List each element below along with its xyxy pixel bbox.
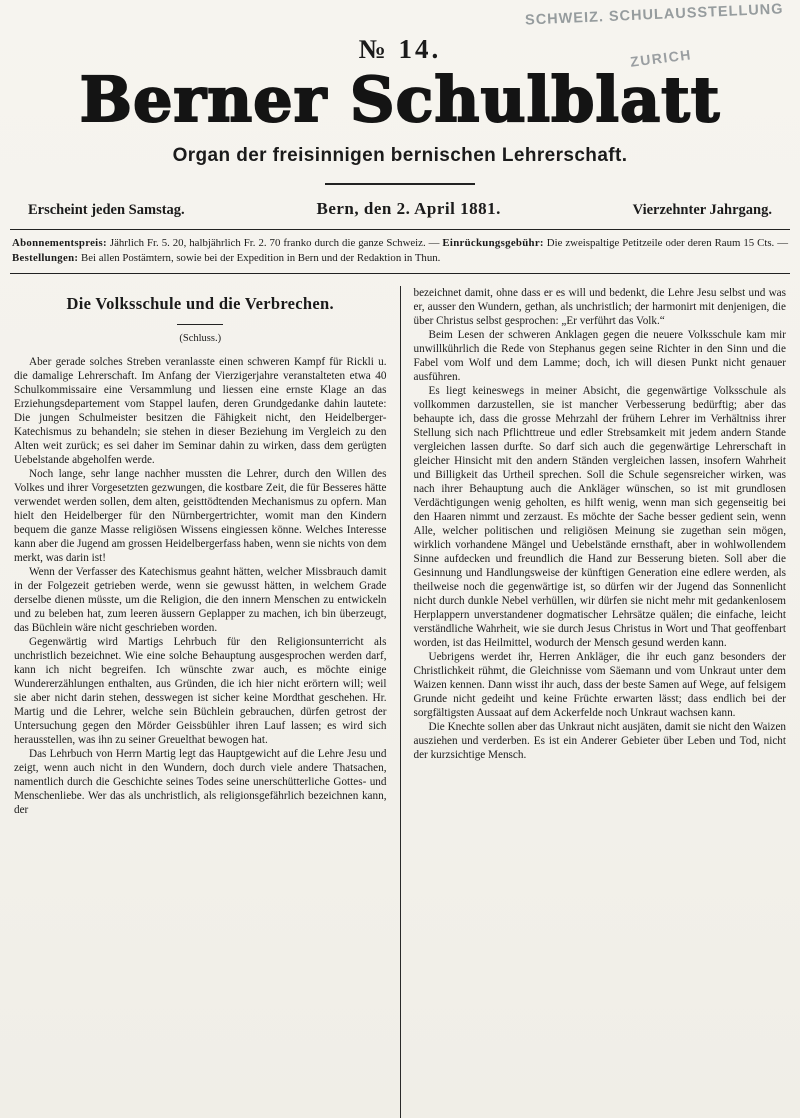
subscription-info [12,236,788,266]
masthead-subtitle: Organ der freisinnigen bernischen Lehrerschaft. [172,145,628,166]
publication-frequency: Erscheint jeden Samstag. [28,202,185,218]
subtitle-rule [325,183,475,185]
dateline [0,191,800,229]
article-paragraph: bezeichnet damit, ohne dass er es will und bedenkt, die Lehre Jesu selbst und was er, ausser den Wundern, gethan, als unchristlich; der harmonirt mit denjenigen, die über Christus selbst gesprochen: „Er verführt das Volk.“ [413,287,786,328]
article-columns [14,286,786,1118]
article-paragraph: Wenn der Verfasser des Katechismus geahnt hätten, welcher Missbrauch damit in der Folgezeit getrieben werde, wenn sie gewusst hätten, in welchem Grade derselbe dienen müsste, um die Religion, die den innern Menschen zu entwickeln und zu beleben hat, zum leeren äussern Geplapper zu machen, ich bin überzeugt, das Büchlein wäre nicht geschrieben worden. [14,565,387,634]
article-heading-rule [177,324,223,325]
volume-label: Vierzehnter Jahrgang. [632,202,772,218]
article-paragraph: Gegenwärtig wird Martigs Lehrbuch für den Religionsunterricht als unchristlich bezeichnet. Wie eine solche Behauptung ausgesprochen werden darf, kann ich nicht begreifen. Ich wünschte zwar auch, es möchte einige Wundererzählungen enthalten, aus Gründen, die ich hier nicht erörtern will; weil sie aber nicht darin stehen, desswegen ist sicher keine Mordthat geschehen. Hr. Martig und die Lehrer, welche sein Büchlein gebrauchen, dürfen getrost der Untersuchung gegen den Mörder Geissbühler ihren Lauf lassen; es wird sich herausstellen, was ihn zu seiner Greuelthat bewogen hat. [14,635,387,746]
article-paragraph: Das Lehrbuch von Herrn Martig legt das Hauptgewicht auf die Lehre Jesu und zeigt, wenn auch nicht in den Wundern, doch durch viele andere Thatsachen, namentlich durch die Geschichte seines Todes seine unerschütterliche Gottes- und Menschenliebe. Wer das als unchristlich, als religionsgefährlich bezeichnen kann, der [14,747,387,816]
publication-date: Bern, den 2. April 1881. [316,199,501,218]
article-paragraph: Es liegt keineswegs in meiner Absicht, die gegenwärtige Volksschule als vollkommen darzustellen, sie ist mancher Verbesserung bedürftig; aber das behaupte ich, dass die grosse Mehrzahl der frühern Lehrer im Verhältniss ihrer Stellung sich nach Pflichttreue und edler Strebsamkeit mit jedem andern Stande vergleichen lassen durfte. So darf sich auch die gegenwärtige Lehrerschaft in gleicher Hinsicht mit den andern Ständen vergleichen lassen, insofern Wahrheit und Billigkeit das Urtheil sprechen. Soll die Schule segensreicher wirken, was nach ihrer Behauptung auch die Ankläger wünschen, so ist mit grundlosen Verdächtigungen wenig geholten, es hilft wenig, wenn man sich gegenseitig bei den Haaren nimmt und zerzaust. Es möchte der Sache besser gedient sein, wenn Alle, welcher politischen und religiösen Meinung sie zugethan sein mögen, wirklich vorhandene Mängel und Uebelstände ernsthaft, aber in wohlwollendem Sinne aufdecken und freundlich die Hand zur Besserung bieten. Soll aber die Gesinnung und Handlungsweise der künftigen Generation eine edlere werden, als theilweise noch die gegenwärtige ist, so dürfen wir der Jugend das Sonnenlicht nicht durch dunkle Nebel verhüllen, wir dürfen sie nicht mehr mit gedankenlosem Herplappern unverstandener dogmatischer Lehrsätze quälen; die einfache, leicht verständliche Wahrheit, wie sie durch Jesus Christus in Wort und That geoffenbart worden, ist das Heilmittel, wodurch der Mensch gesund werden kann. [413,385,786,650]
article-paragraph: Uebrigens werdet ihr, Herren Ankläger, die ihr euch ganz besonders der Christlichkeit rühmt, die Gleichnisse vom Säemann und vom Unkraut unter dem Waizen kennen. Dann wisst ihr auch, dass der beste Samen auf Wege, auf felsigem Grunde nicht gedeiht und keine Früchte erwarten lässt; dass endlich bei der sorgfältigsten Aussaat auf dem Ackerfelde noch Unkraut wachsen kann. [413,651,786,720]
orders-label: Bestellungen: [12,252,79,265]
masthead-title: Berner Schulblatt [79,63,721,136]
article-paragraph: Aber gerade solches Streben veranlasste einen schweren Kampf für Rickli u. die damalige Lehrerschaft. Im Anfang der Vierzigerjahre veranstalteten etwa 40 Schulkommissaire eine Versammlung und liessen eine ernste Klage an das Erziehungsdepartement vom Stappel laufen, deren Grundgedanke dahin lautete: Die jungen Schulmeister besitzen die Fähigkeit nicht, den Heidelberger-Katechismus zu behandeln; sie stehen in dieser Beziehung im Vergleich zu den Alten weit zurück; es sei daher im Seminar dahin zu wirken, dass dem gerügten Uebelstande abgeholfen werde. [14,355,387,466]
article-paragraph: Beim Lesen der schweren Anklagen gegen die neuere Volksschule kam mir unwillkührlich die Rede von Stephanus gegen seine Richter in den Sinn und die Fabel vom Wolf und dem Lamme; doch, ich will diesen Punkt nicht genauer ausführen. [413,329,786,384]
column-right [401,286,787,1118]
insertion-fee-label: Einrückungsgebühr: [442,237,544,249]
header-rule-top [10,229,790,230]
article-heading: Die Volksschule und die Verbrechen. [66,294,334,314]
exhibition-stamp-line1: SCHWEIZ. SCHULAUSSTELLUNG [525,1,785,29]
subscription-price-label: Abonnementspreis: [12,237,107,249]
insertion-fee-text: Die zweispaltige Petitzeile oder deren Raum 15 Cts. — [543,237,788,249]
issue-number: № 14. [358,34,442,64]
exhibition-stamp-line2: ZURICH [629,46,693,70]
orders-text: Bei allen Postämtern, sowie bei der Expedition in Bern und der Redaktion in Thun. [78,252,441,265]
article-paragraph: Noch lange, sehr lange nachher mussten die Lehrer, durch den Willen des Volkes und ihrer Vorgesetzten gezwungen, die kostbare Zeit, die für Besseres hätte verwendet werden sollen, dem alten, geisttödtenden Mechanismus zu opfern. Man hielt den Heidelberger für den Nürnbergertrichter, womit man den Kindern bequem die ganze Masse religiösen Wissens eingiessen könne. Welches Interesse kann aber die Jugend am grossen Heidelbergerfass haben, wenn sie nichts von dem merkt, was darin ist! [14,467,387,564]
subscription-price-text: Jährlich Fr. 5. 20, halbjährlich Fr. 2. 70 franko durch die ganze Schweiz. — [106,237,443,249]
header-rule-bottom [10,273,790,274]
article-subheading: (Schluss.) [179,332,222,344]
column-left [14,286,400,1118]
article-paragraph: Die Knechte sollen aber das Unkraut nicht ausjäten, damit sie nicht den Waizen ausziehen und verderben. Es ist ein Anderer Gebieter über Leben und Tod, nicht der kurzsichtige Mensch. [413,721,786,762]
